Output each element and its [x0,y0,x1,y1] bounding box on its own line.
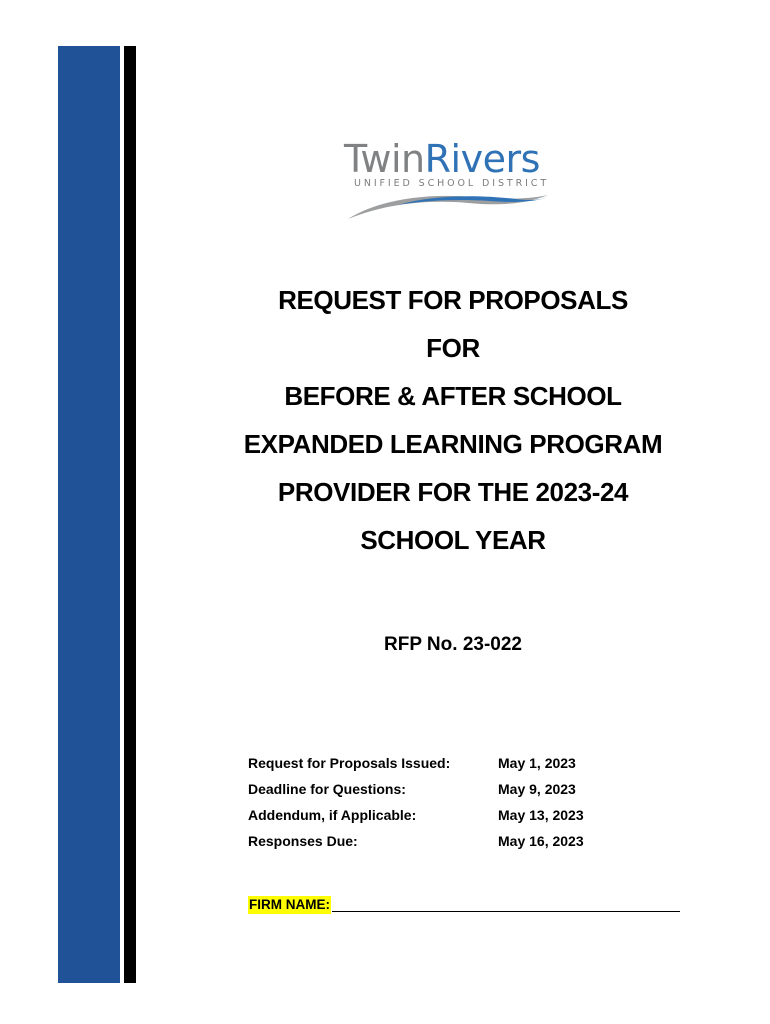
firm-name-line[interactable] [332,911,680,912]
firm-name-section [248,893,680,917]
firm-name-label: FIRM NAME: [249,897,330,912]
schedule-date: May 1, 2023 [498,755,576,771]
sidebar-blue-bar [58,46,120,983]
schedule-label: Request for Proposals Issued: [248,755,451,771]
logo-name-twin: Twin [344,137,425,181]
schedule-date: May 9, 2023 [498,781,576,797]
schedule-label: Deadline for Questions: [248,781,406,797]
district-logo [340,138,552,228]
schedule-label: Responses Due: [248,833,358,849]
title-line: BEFORE & AFTER SCHOOL [284,381,622,411]
title-line: EXPANDED LEARNING PROGRAM [243,429,663,459]
title-line: SCHOOL YEAR [360,525,546,555]
wave-swoosh-icon [340,190,552,224]
title-line: FOR [426,333,480,363]
logo-wordmark [344,138,540,180]
document-title [136,276,770,564]
title-line: PROVIDER FOR THE 2023-24 [277,477,629,507]
rfp-number: RFP No. 23-022 [384,634,522,655]
title-line: REQUEST FOR PROPOSALS [278,285,628,315]
logo-name-rivers: Rivers [424,137,540,181]
schedule-date: May 16, 2023 [498,833,584,849]
schedule-label: Addendum, if Applicable: [248,807,417,823]
schedule-date: May 13, 2023 [498,807,584,823]
sidebar-black-bar [124,46,136,983]
logo-subtitle: UNIFIED SCHOOL DISTRICT [354,178,550,189]
